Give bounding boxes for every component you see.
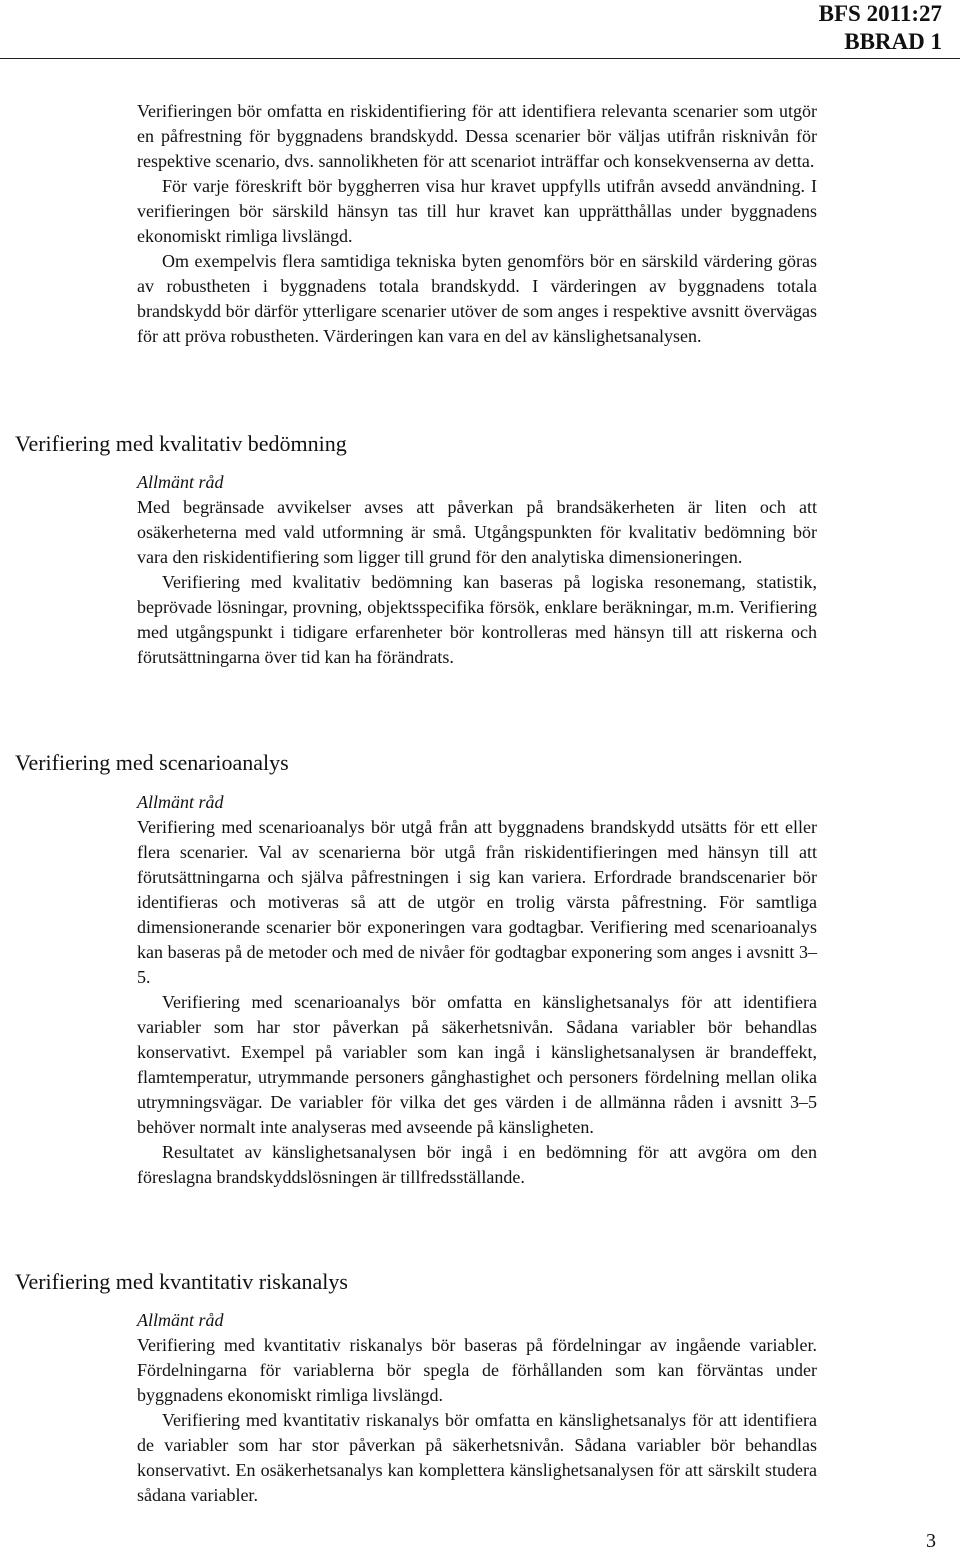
section-paragraph: Verifiering med scenarioanalys bör utgå från att byggnadens brandskydd utsätts för ett eller flera scenarier. Val av scenarierna bör utgå från riskidentifieringen med hänsyn till att förutsättningarna och själva påfrestningen i sig kan variera. Erfordrade brandscenarier bör identifieras och motiveras så att de utgör en trolig värsta påfrestning. För samtliga dimensionerande scenarier bör exponeringen vara godtagbar. Verifiering med scenarioanalys kan baseras på de metoder och med de nivåer för godtagbar exponering som anges i avsnitt 3–5.: [137, 817, 817, 987]
regulation-code: BFS 2011:27: [818, 1, 942, 26]
section-paragraph: Verifiering med scenarioanalys bör omfatta en känslighetsanalys för att identifiera variabler som har stor påverkan på säkerhetsnivån. Sådana variabler bör behandlas konservativt. Exempel på variabler som kan ingå i känslighetsanalysen är brandeffekt, flamtemperatur, utrymmande personers gånghastighet och personers fördelning mellan olika utrymningsvägar. De variabler för vilka det ges värden i de allmänna råden i avsnitt 3–5 behöver normalt inte analyseras med avseende på känsligheten.: [137, 992, 817, 1137]
advice-label: Allmänt råd: [137, 792, 224, 812]
section-block-kvalitativ: [137, 470, 817, 670]
section-heading-scenarioanalys: Verifiering med scenarioanalys: [15, 750, 289, 775]
document-header: [819, 0, 942, 56]
section-block-kvantitativ: [137, 1308, 817, 1508]
section-paragraph: Resultatet av känslighetsanalysen bör ingå i en bedömning för att avgöra om den föreslagna brandskyddslösningen är tillfredsställande.: [137, 1142, 817, 1187]
intro-paragraph-2: För varje föreskrift bör byggherren visa hur kravet uppfylls utifrån avsedd användning. I verifieringen bör särskild hänsyn tas till hur kravet kan upprätthållas under byggnadens ekonomiskt rimliga livslängd.: [137, 176, 817, 246]
section-heading-kvalitativ: Verifiering med kvalitativ bedömning: [15, 431, 347, 456]
section-paragraph: Verifiering med kvantitativ riskanalys bör omfatta en känslighetsanalys för att identifiera de variabler som har stor påverkan på säkerhetsnivån. Sådana variabler bör behandlas konservativt. En osäkerhetsanalys kan komplettera känslighetsanalysen för att särskilt studera sådana variabler.: [137, 1410, 817, 1505]
intro-paragraph-1: Verifieringen bör omfatta en riskidentifiering för att identifiera relevanta scenarier som utgör en påfrestning för byggnadens brandskydd. Dessa scenarier bör väljas utifrån risknivån för respektive scenario, dvs. sannolikheten för att scenariot inträffar och konsekvenserna av detta.: [137, 101, 817, 171]
section-paragraph: Verifiering med kvalitativ bedömning kan baseras på logiska resonemang, statistik, beprövade lösningar, provning, objektsspecifika försök, enklare beräkningar, m.m. Verifiering med utgångspunkt i tidigare erfarenheter bör kontrolleras med hänsyn till att riskerna och förutsättningarna över tid kan ha förändrats.: [137, 572, 817, 667]
intro-paragraph-3: Om exempelvis flera samtidiga tekniska byten genomförs bör en särskild värdering göras av robustheten i byggnadens totala brandskydd. I värderingen av byggnadens totala brandskydd bör därför ytterligare scenarier utöver de som anges i respektive avsnitt övervägas för att pröva robustheten. Värderingen kan vara en del av känslighetsanalysen.: [137, 251, 817, 346]
advice-label: Allmänt råd: [137, 472, 224, 492]
section-paragraph: Med begränsade avvikelser avses att påverkan på brandsäkerheten är liten och att osäkerheterna med vald utformning är små. Utgångspunkten för kvalitativ bedömning bör vara den riskidentifiering som ligger till grund för den analytiska dimensioneringen.: [137, 497, 817, 567]
advice-label: Allmänt råd: [137, 1310, 224, 1330]
header-rule: [0, 58, 960, 59]
section-block-scenarioanalys: [137, 790, 817, 1190]
intro-block: [137, 99, 817, 349]
section-heading-kvantitativ: Verifiering med kvantitativ riskanalys: [15, 1269, 348, 1294]
page-number: 3: [926, 1530, 936, 1552]
regulation-series: BBRAD 1: [844, 29, 942, 54]
section-paragraph: Verifiering med kvantitativ riskanalys bör baseras på fördelningar av ingående variabler. Fördelningarna för variablerna bör spegla de förhållanden som kan förväntas under byggnadens ekonomiskt rimliga livslängd.: [137, 1335, 817, 1405]
